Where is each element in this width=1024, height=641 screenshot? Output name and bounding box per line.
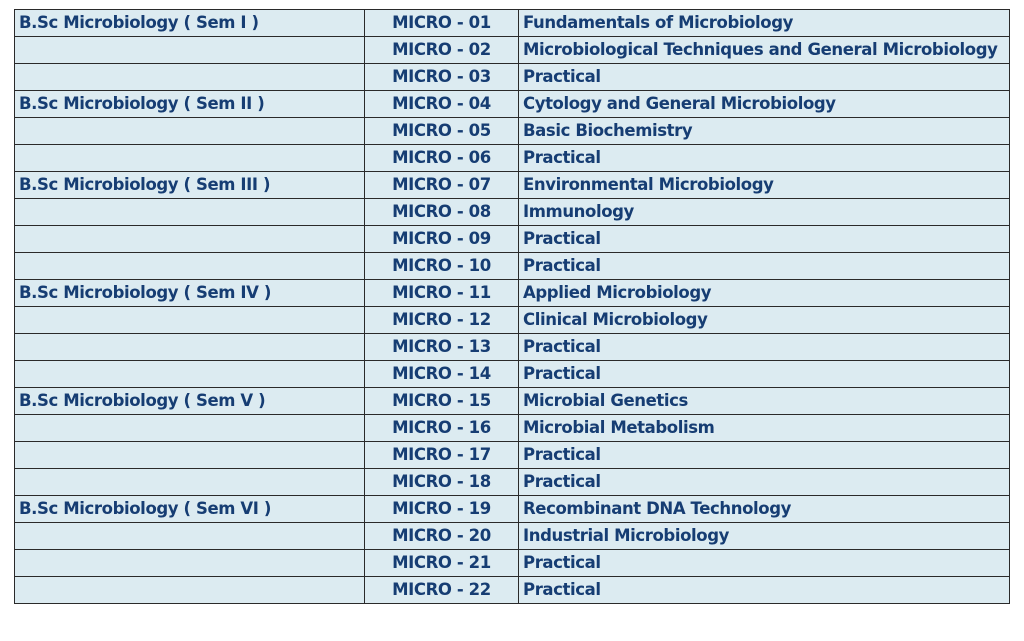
semester-cell bbox=[15, 118, 365, 145]
course-code-cell: MICRO - 16 bbox=[365, 415, 519, 442]
course-code-cell: MICRO - 17 bbox=[365, 442, 519, 469]
table-row bbox=[15, 442, 1010, 469]
table-row bbox=[15, 334, 1010, 361]
semester-cell bbox=[15, 334, 365, 361]
table-row bbox=[15, 226, 1010, 253]
semester-cell: B.Sc Microbiology ( Sem II ) bbox=[15, 91, 365, 118]
table-row bbox=[15, 253, 1010, 280]
course-title-cell: Clinical Microbiology bbox=[519, 307, 1010, 334]
semester-cell bbox=[15, 226, 365, 253]
course-title-cell: Practical bbox=[519, 145, 1010, 172]
course-title-cell: Practical bbox=[519, 550, 1010, 577]
course-table-body bbox=[15, 10, 1010, 604]
table-row bbox=[15, 280, 1010, 307]
table-row bbox=[15, 550, 1010, 577]
course-code-cell: MICRO - 20 bbox=[365, 523, 519, 550]
course-table bbox=[14, 9, 1010, 604]
course-title-cell: Microbiological Techniques and General Microbiology bbox=[519, 37, 1010, 64]
course-code-cell: MICRO - 12 bbox=[365, 307, 519, 334]
semester-cell: B.Sc Microbiology ( Sem I ) bbox=[15, 10, 365, 37]
course-code-cell: MICRO - 22 bbox=[365, 577, 519, 604]
course-code-cell: MICRO - 09 bbox=[365, 226, 519, 253]
course-title-cell: Practical bbox=[519, 334, 1010, 361]
table-row bbox=[15, 10, 1010, 37]
semester-cell bbox=[15, 361, 365, 388]
semester-cell bbox=[15, 199, 365, 226]
course-title-cell: Fundamentals of Microbiology bbox=[519, 10, 1010, 37]
semester-cell bbox=[15, 442, 365, 469]
table-row bbox=[15, 199, 1010, 226]
course-title-cell: Practical bbox=[519, 64, 1010, 91]
course-title-cell: Basic Biochemistry bbox=[519, 118, 1010, 145]
course-title-cell: Industrial Microbiology bbox=[519, 523, 1010, 550]
semester-cell bbox=[15, 64, 365, 91]
semester-cell: B.Sc Microbiology ( Sem V ) bbox=[15, 388, 365, 415]
semester-cell bbox=[15, 469, 365, 496]
course-code-cell: MICRO - 02 bbox=[365, 37, 519, 64]
semester-cell bbox=[15, 253, 365, 280]
table-row bbox=[15, 496, 1010, 523]
course-title-cell: Applied Microbiology bbox=[519, 280, 1010, 307]
course-title-cell: Practical bbox=[519, 226, 1010, 253]
course-title-cell: Recombinant DNA Technology bbox=[519, 496, 1010, 523]
course-code-cell: MICRO - 15 bbox=[365, 388, 519, 415]
table-row bbox=[15, 145, 1010, 172]
semester-cell bbox=[15, 523, 365, 550]
table-row bbox=[15, 415, 1010, 442]
course-code-cell: MICRO - 03 bbox=[365, 64, 519, 91]
course-code-cell: MICRO - 18 bbox=[365, 469, 519, 496]
course-title-cell: Practical bbox=[519, 577, 1010, 604]
semester-cell bbox=[15, 145, 365, 172]
table-row bbox=[15, 577, 1010, 604]
course-code-cell: MICRO - 04 bbox=[365, 91, 519, 118]
semester-cell bbox=[15, 577, 365, 604]
course-title-cell: Microbial Genetics bbox=[519, 388, 1010, 415]
table-row bbox=[15, 37, 1010, 64]
course-code-cell: MICRO - 01 bbox=[365, 10, 519, 37]
table-row bbox=[15, 388, 1010, 415]
table-row bbox=[15, 118, 1010, 145]
course-title-cell: Microbial Metabolism bbox=[519, 415, 1010, 442]
table-row bbox=[15, 523, 1010, 550]
course-code-cell: MICRO - 14 bbox=[365, 361, 519, 388]
table-row bbox=[15, 307, 1010, 334]
course-code-cell: MICRO - 06 bbox=[365, 145, 519, 172]
course-code-cell: MICRO - 05 bbox=[365, 118, 519, 145]
table-row bbox=[15, 91, 1010, 118]
course-title-cell: Practical bbox=[519, 469, 1010, 496]
course-code-cell: MICRO - 13 bbox=[365, 334, 519, 361]
table-row bbox=[15, 361, 1010, 388]
semester-cell bbox=[15, 415, 365, 442]
course-title-cell: Practical bbox=[519, 253, 1010, 280]
course-code-cell: MICRO - 21 bbox=[365, 550, 519, 577]
course-title-cell: Practical bbox=[519, 361, 1010, 388]
course-title-cell: Practical bbox=[519, 442, 1010, 469]
course-code-cell: MICRO - 10 bbox=[365, 253, 519, 280]
semester-cell bbox=[15, 37, 365, 64]
semester-cell: B.Sc Microbiology ( Sem VI ) bbox=[15, 496, 365, 523]
table-row bbox=[15, 469, 1010, 496]
course-title-cell: Cytology and General Microbiology bbox=[519, 91, 1010, 118]
semester-cell bbox=[15, 550, 365, 577]
course-code-cell: MICRO - 11 bbox=[365, 280, 519, 307]
semester-cell: B.Sc Microbiology ( Sem III ) bbox=[15, 172, 365, 199]
semester-cell: B.Sc Microbiology ( Sem IV ) bbox=[15, 280, 365, 307]
table-row bbox=[15, 64, 1010, 91]
table-row bbox=[15, 172, 1010, 199]
course-title-cell: Environmental Microbiology bbox=[519, 172, 1010, 199]
course-title-cell: Immunology bbox=[519, 199, 1010, 226]
semester-cell bbox=[15, 307, 365, 334]
course-code-cell: MICRO - 19 bbox=[365, 496, 519, 523]
course-code-cell: MICRO - 08 bbox=[365, 199, 519, 226]
course-code-cell: MICRO - 07 bbox=[365, 172, 519, 199]
